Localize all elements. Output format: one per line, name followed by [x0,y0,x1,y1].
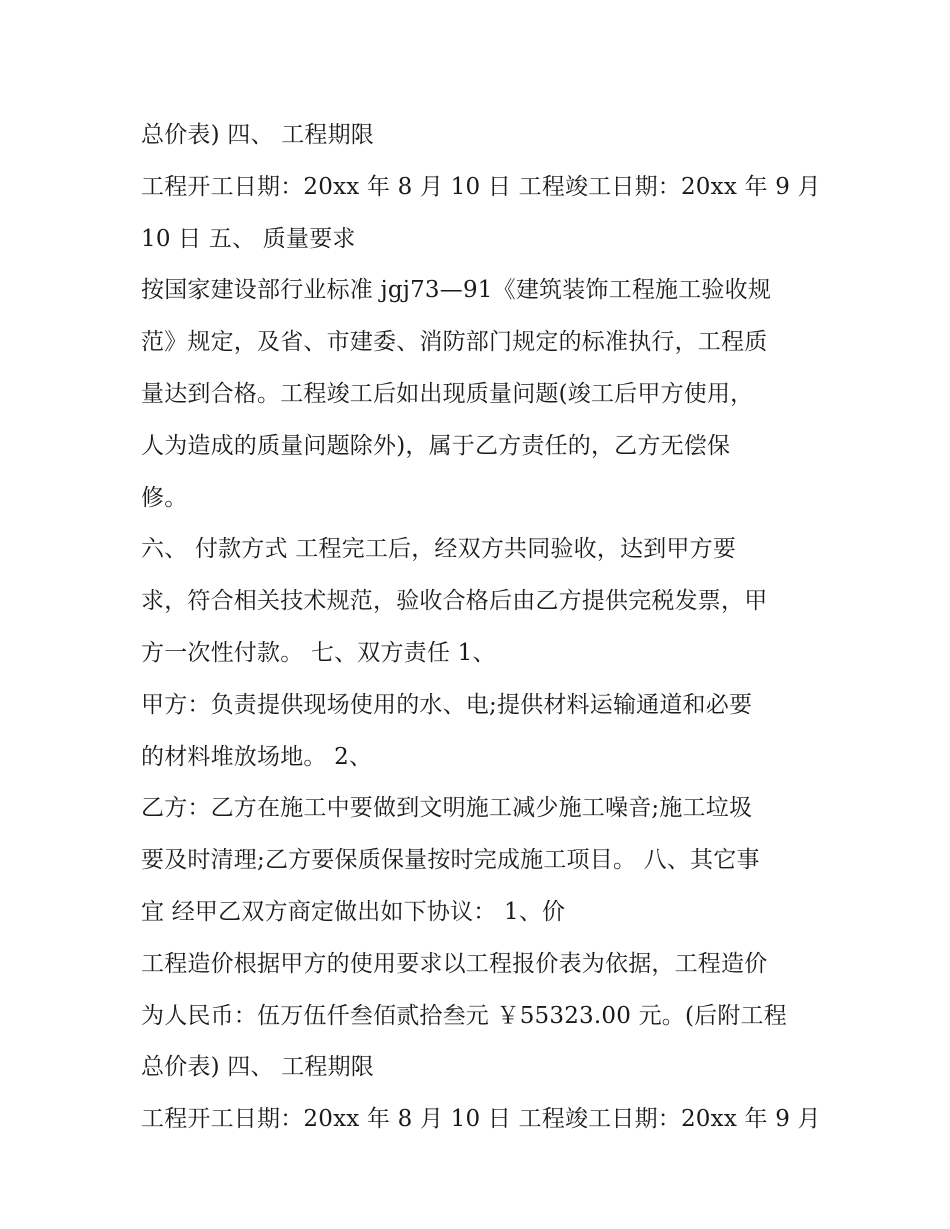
text-line: 总价表) 四、 工程期限 [141,1054,374,1081]
text-line: 乙方：乙方在施工中要做到文明施工减少施工噪音;施工垃圾 [141,795,753,822]
text-line: 工程开工日期：20xx 年 8 月 10 日 工程竣工日期：20xx 年 9 月 [141,173,821,200]
text-line: 工程造价根据甲方的使用要求以工程报价表为依据，工程造价 [141,950,768,977]
text-line: 为人民币：伍万伍仟叁佰贰拾叁元 ￥55323.00 元。(后附工程 [141,1002,787,1029]
text-line: 方一次性付款。 七、双方责任 1、 [141,639,496,666]
text-line: 甲方：负责提供现场使用的水、电;提供材料运输通道和必要 [141,691,753,718]
text-line: 10 日 五、 质量要求 [141,225,356,252]
text-line: 范》规定，及省、市建委、消防部门规定的标准执行，工程质 [141,329,768,356]
text-line: 工程开工日期：20xx 年 8 月 10 日 工程竣工日期：20xx 年 9 月 [141,1106,821,1133]
text-line: 的材料堆放场地。 2、 [141,743,373,770]
text-line: 量达到合格。工程竣工后如出现质量问题(竣工后甲方使用， [141,380,754,407]
document-body [141,110,831,1146]
text-line: 按国家建设部行业标准 jgj73—91《建筑装饰工程施工验收规 [141,277,772,304]
text-line: 求，符合相关技术规范，验收合格后由乙方提供完税发票，甲 [141,588,768,615]
text-line: 宜 经甲乙双方商定做出如下协议： 1、价 [141,898,566,925]
text-line: 六、 付款方式 工程完工后，经双方共同验收，达到甲方要 [141,536,737,563]
text-line: 修。 [141,484,188,511]
text-line: 总价表) 四、 工程期限 [141,122,374,148]
text-line: 要及时清理;乙方要保质保量按时完成施工项目。 八、其它事 [141,847,760,874]
text-line: 人为造成的质量问题除外)，属于乙方责任的，乙方无偿保 [141,432,731,459]
